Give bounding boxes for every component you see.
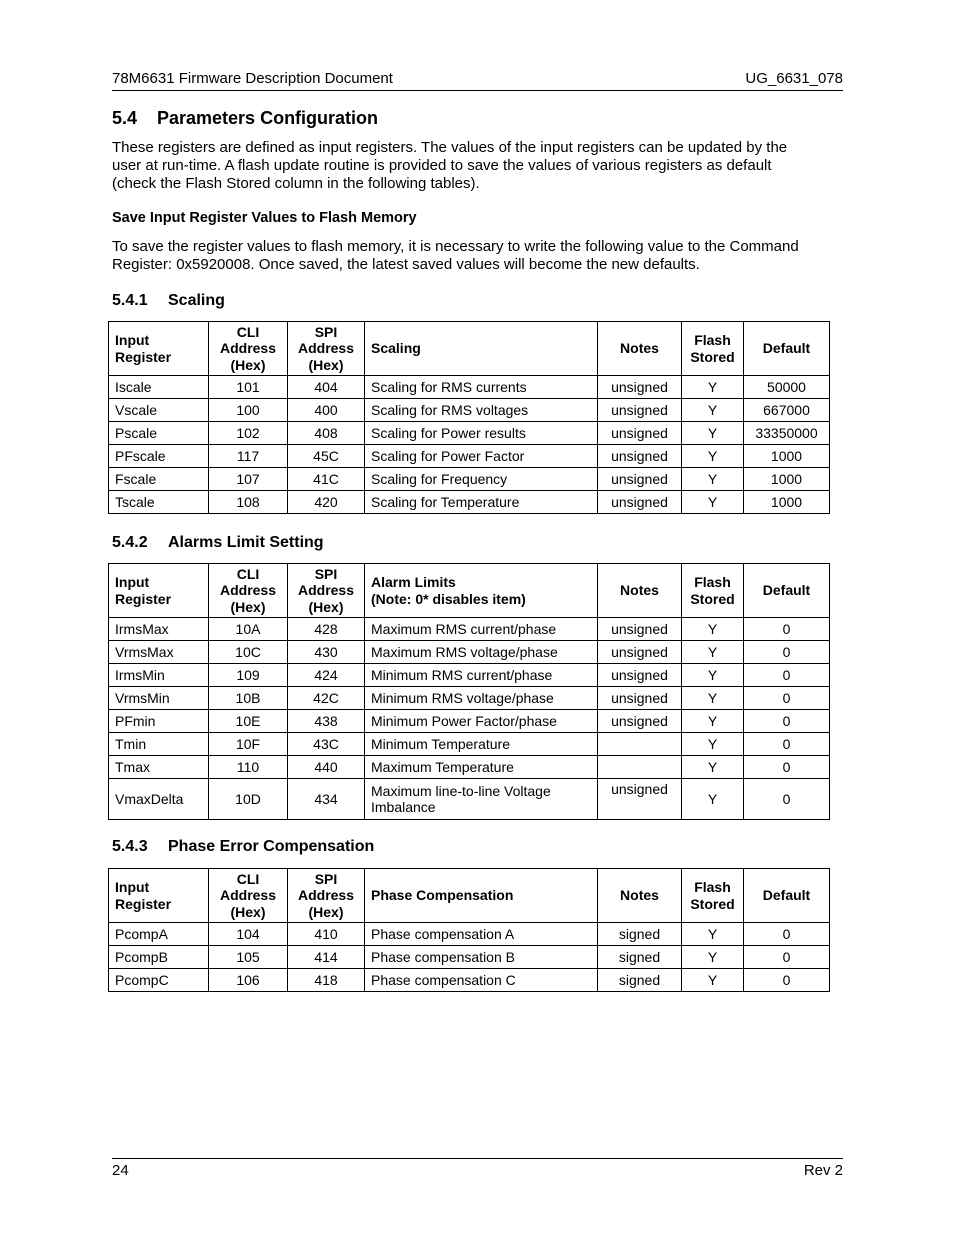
subsection-title: Alarms Limit Setting: [168, 534, 324, 551]
cell-cli-address: 105: [209, 946, 288, 969]
cell-spi-address: 414: [288, 946, 365, 969]
table-row: [109, 422, 830, 445]
cell-description: Minimum Power Factor/phase: [365, 710, 598, 733]
cell-notes: unsigned: [598, 376, 682, 399]
cell-spi-address: 430: [288, 641, 365, 664]
cell-default: 0: [744, 641, 830, 664]
table-row: [109, 733, 830, 756]
cell-description: Scaling for RMS currents: [365, 376, 598, 399]
header-line: Flash: [694, 332, 731, 348]
cell-cli-address: 110: [209, 756, 288, 779]
header-line: (Hex): [230, 903, 266, 920]
intro-line: These registers are defined as input registers. The values of the input registers can be updated by the: [112, 139, 788, 156]
header-default: [744, 564, 830, 618]
alarms-limit-table: [108, 563, 830, 820]
cell-description: Scaling for Power results: [365, 422, 598, 445]
cell-spi-address: 418: [288, 969, 365, 992]
cell-input-register: PcompC: [109, 969, 209, 992]
cell-cli-address: 10F: [209, 733, 288, 756]
cell-flash-stored: Y: [682, 618, 744, 641]
cell-input-register: VrmsMin: [109, 687, 209, 710]
cell-input-register: VmaxDelta: [109, 779, 209, 820]
cell-spi-address: 45C: [288, 445, 365, 468]
cell-default: 0: [744, 733, 830, 756]
header-input-register: [109, 564, 209, 618]
header-notes: [598, 564, 682, 618]
cell-spi-address: 434: [288, 779, 365, 820]
cell-input-register: IrmsMax: [109, 618, 209, 641]
subsection-title: Phase Error Compensation: [168, 838, 375, 855]
cell-input-register: PFscale: [109, 445, 209, 468]
cell-spi-address: 410: [288, 923, 365, 946]
header-line: Register: [115, 348, 172, 365]
cell-notes: signed: [598, 923, 682, 946]
cell-description: Scaling for Frequency: [365, 468, 598, 491]
cell-input-register: Tscale: [109, 491, 209, 514]
header-default: [744, 322, 830, 376]
header-line: Notes: [620, 340, 659, 357]
cell-cli-address: 10B: [209, 687, 288, 710]
cell-cli-address: 101: [209, 376, 288, 399]
page-header: [112, 68, 843, 91]
cell-default: 0: [744, 687, 830, 710]
cell-cli-address: 10C: [209, 641, 288, 664]
cell-notes: signed: [598, 946, 682, 969]
table-header-row: [109, 322, 830, 376]
cell-input-register: VrmsMax: [109, 641, 209, 664]
table-row: [109, 969, 830, 992]
header-line: SPI: [314, 870, 338, 887]
cell-flash-stored: Y: [682, 468, 744, 491]
cell-spi-address: 400: [288, 399, 365, 422]
table-row: [109, 710, 830, 733]
header-line: Phase Compensation: [371, 887, 514, 904]
header-line: CLI: [236, 565, 260, 582]
phase-heading: [112, 838, 374, 856]
header-line: Flash: [694, 574, 731, 590]
cell-flash-stored: Y: [682, 376, 744, 399]
cell-default: 1000: [744, 468, 830, 491]
cell-flash-stored: Y: [682, 491, 744, 514]
cell-notes: unsigned: [598, 445, 682, 468]
header-notes: [598, 869, 682, 923]
cell-input-register: Fscale: [109, 468, 209, 491]
cell-flash-stored: Y: [682, 733, 744, 756]
header-line: (Hex): [308, 903, 344, 920]
scaling-heading: [112, 292, 225, 310]
cell-spi-address: 43C: [288, 733, 365, 756]
header-line: Flash: [694, 879, 731, 895]
cell-notes: unsigned: [598, 618, 682, 641]
header-line: Default: [762, 582, 811, 599]
cell-description: Maximum RMS voltage/phase: [365, 641, 598, 664]
cell-flash-stored: Y: [682, 641, 744, 664]
cell-notes: [598, 733, 682, 756]
cell-description: Phase compensation A: [365, 923, 598, 946]
cell-input-register: Vscale: [109, 399, 209, 422]
cell-notes: unsigned: [598, 779, 682, 820]
cell-description: Scaling for Power Factor: [365, 445, 598, 468]
header-line: Default: [762, 887, 811, 904]
cell-flash-stored: Y: [682, 779, 744, 820]
header-default: [744, 869, 830, 923]
cell-default: 50000: [744, 376, 830, 399]
scaling-table: [108, 321, 830, 514]
cell-input-register: Pscale: [109, 422, 209, 445]
cell-cli-address: 108: [209, 491, 288, 514]
section-title: Parameters Configuration: [157, 108, 379, 128]
cell-notes: unsigned: [598, 641, 682, 664]
cell-description: Phase compensation B: [365, 946, 598, 969]
header-line: (Hex): [230, 356, 266, 373]
cell-cli-address: 100: [209, 399, 288, 422]
phase-compensation-table: [108, 868, 830, 992]
header-line: Address: [297, 340, 355, 357]
cell-notes: unsigned: [598, 468, 682, 491]
header-flash-stored: [682, 564, 744, 618]
header-line: Stored: [690, 590, 735, 607]
header-line: Default: [762, 340, 811, 357]
header-spi-address: [288, 869, 365, 923]
cell-input-register: Iscale: [109, 376, 209, 399]
cell-cli-address: 102: [209, 422, 288, 445]
cell-input-register: IrmsMin: [109, 664, 209, 687]
table-row: [109, 376, 830, 399]
subsection-number: 5.4.1: [112, 292, 148, 309]
cell-spi-address: 428: [288, 618, 365, 641]
cell-cli-address: 10E: [209, 710, 288, 733]
header-spi-address: [288, 322, 365, 376]
cell-description: Phase compensation C: [365, 969, 598, 992]
subsection-title: Scaling: [168, 292, 225, 309]
cell-default: 0: [744, 664, 830, 687]
header-line: SPI: [314, 323, 338, 340]
header-line: Register: [115, 895, 172, 912]
table-row: [109, 779, 830, 820]
header-line: Input: [115, 574, 150, 590]
cell-input-register: Tmin: [109, 733, 209, 756]
header-input-register: [109, 869, 209, 923]
header-description: [365, 869, 598, 923]
subsection-number: 5.4.2: [112, 534, 148, 551]
header-line: Stored: [690, 895, 735, 912]
table-row: [109, 641, 830, 664]
table-header-row: [109, 869, 830, 923]
cell-description: Maximum Temperature: [365, 756, 598, 779]
cell-input-register: PFmin: [109, 710, 209, 733]
page-footer: [112, 1158, 843, 1179]
save-line: Register: 0x5920008. Once saved, the latest saved values will become the new defaults.: [112, 256, 700, 273]
header-line: Notes: [620, 887, 659, 904]
cell-spi-address: 408: [288, 422, 365, 445]
header-line: Address: [219, 582, 277, 599]
cell-notes: unsigned: [598, 491, 682, 514]
cell-spi-address: 404: [288, 376, 365, 399]
cell-input-register: PcompA: [109, 923, 209, 946]
subsection-number: 5.4.3: [112, 838, 148, 855]
cell-description: Minimum Temperature: [365, 733, 598, 756]
header-line: (Hex): [230, 598, 266, 615]
header-line: Address: [219, 340, 277, 357]
document-title: 78M6631 Firmware Description Document: [112, 70, 393, 87]
cell-flash-stored: Y: [682, 422, 744, 445]
cell-cli-address: 10D: [209, 779, 288, 820]
table-row: [109, 664, 830, 687]
save-line: To save the register values to flash memory, it is necessary to write the following value to the Command: [112, 238, 799, 255]
cell-flash-stored: Y: [682, 946, 744, 969]
cell-cli-address: 109: [209, 664, 288, 687]
header-cli-address: [209, 869, 288, 923]
cell-spi-address: 41C: [288, 468, 365, 491]
cell-description: Minimum RMS voltage/phase: [365, 687, 598, 710]
cell-spi-address: 42C: [288, 687, 365, 710]
table-row: [109, 687, 830, 710]
cell-notes: unsigned: [598, 664, 682, 687]
header-cli-address: [209, 322, 288, 376]
cell-description: Maximum RMS current/phase: [365, 618, 598, 641]
header-line: Address: [297, 887, 355, 904]
table-row: [109, 946, 830, 969]
section-heading: [112, 108, 378, 129]
header-line: CLI: [236, 870, 260, 887]
header-line: (Hex): [308, 598, 344, 615]
cell-notes: unsigned: [598, 687, 682, 710]
cell-spi-address: 440: [288, 756, 365, 779]
header-line: Input: [115, 332, 150, 348]
table-row: [109, 491, 830, 514]
cell-notes: unsigned: [598, 422, 682, 445]
cell-default: 667000: [744, 399, 830, 422]
header-line: Input: [115, 879, 150, 895]
header-line: Notes: [620, 582, 659, 599]
cell-default: 0: [744, 923, 830, 946]
cell-spi-address: 438: [288, 710, 365, 733]
header-line: Register: [115, 590, 172, 607]
table-row: [109, 923, 830, 946]
cell-input-register: PcompB: [109, 946, 209, 969]
header-line: (Note: 0* disables item): [371, 590, 526, 607]
intro-line: (check the Flash Stored column in the following tables).: [112, 175, 480, 192]
header-line: Address: [219, 887, 277, 904]
cell-cli-address: 117: [209, 445, 288, 468]
header-line: Alarm Limits: [371, 574, 456, 590]
cell-cli-address: 10A: [209, 618, 288, 641]
cell-flash-stored: Y: [682, 664, 744, 687]
revision: Rev 2: [803, 1162, 843, 1179]
cell-description: Scaling for Temperature: [365, 491, 598, 514]
alarms-heading: [112, 534, 324, 552]
table-row: [109, 618, 830, 641]
header-description: [365, 564, 598, 618]
cell-notes: unsigned: [598, 710, 682, 733]
header-line: SPI: [314, 565, 338, 582]
cell-description: Maximum line-to-line Voltage Imbalance: [365, 779, 598, 820]
cell-cli-address: 104: [209, 923, 288, 946]
header-line: Address: [297, 582, 355, 599]
table-row: [109, 756, 830, 779]
table-header-row: [109, 564, 830, 618]
cell-cli-address: 106: [209, 969, 288, 992]
header-cli-address: [209, 564, 288, 618]
cell-cli-address: 107: [209, 468, 288, 491]
cell-description: Minimum RMS current/phase: [365, 664, 598, 687]
cell-flash-stored: Y: [682, 445, 744, 468]
cell-spi-address: 424: [288, 664, 365, 687]
header-line: Scaling: [371, 340, 421, 357]
save-heading: Save Input Register Values to Flash Memory: [112, 210, 417, 226]
header-description: [365, 322, 598, 376]
save-paragraph: [112, 238, 837, 274]
table-row: [109, 445, 830, 468]
intro-line: user at run-time. A flash update routine is provided to save the values of various registers as default: [112, 157, 772, 174]
document-id: UG_6631_078: [745, 70, 843, 87]
cell-flash-stored: Y: [682, 687, 744, 710]
cell-notes: unsigned: [598, 399, 682, 422]
cell-spi-address: 420: [288, 491, 365, 514]
header-notes: [598, 322, 682, 376]
cell-flash-stored: Y: [682, 969, 744, 992]
page-number: 24: [112, 1162, 129, 1179]
header-input-register: [109, 322, 209, 376]
cell-default: 0: [744, 946, 830, 969]
cell-default: 0: [744, 618, 830, 641]
cell-flash-stored: Y: [682, 710, 744, 733]
cell-flash-stored: Y: [682, 399, 744, 422]
header-flash-stored: [682, 322, 744, 376]
cell-default: 33350000: [744, 422, 830, 445]
header-line: Stored: [690, 348, 735, 365]
cell-flash-stored: Y: [682, 756, 744, 779]
cell-default: 0: [744, 710, 830, 733]
header-spi-address: [288, 564, 365, 618]
cell-notes: signed: [598, 969, 682, 992]
cell-default: 1000: [744, 491, 830, 514]
cell-default: 0: [744, 969, 830, 992]
cell-default: 0: [744, 779, 830, 820]
header-line: (Hex): [308, 356, 344, 373]
table-row: [109, 468, 830, 491]
section-number: 5.4: [112, 108, 138, 128]
table-row: [109, 399, 830, 422]
cell-input-register: Tmax: [109, 756, 209, 779]
header-line: CLI: [236, 323, 260, 340]
header-flash-stored: [682, 869, 744, 923]
cell-notes: [598, 756, 682, 779]
intro-paragraph: [112, 139, 837, 193]
cell-default: 0: [744, 756, 830, 779]
cell-default: 1000: [744, 445, 830, 468]
cell-description: Scaling for RMS voltages: [365, 399, 598, 422]
cell-flash-stored: Y: [682, 923, 744, 946]
